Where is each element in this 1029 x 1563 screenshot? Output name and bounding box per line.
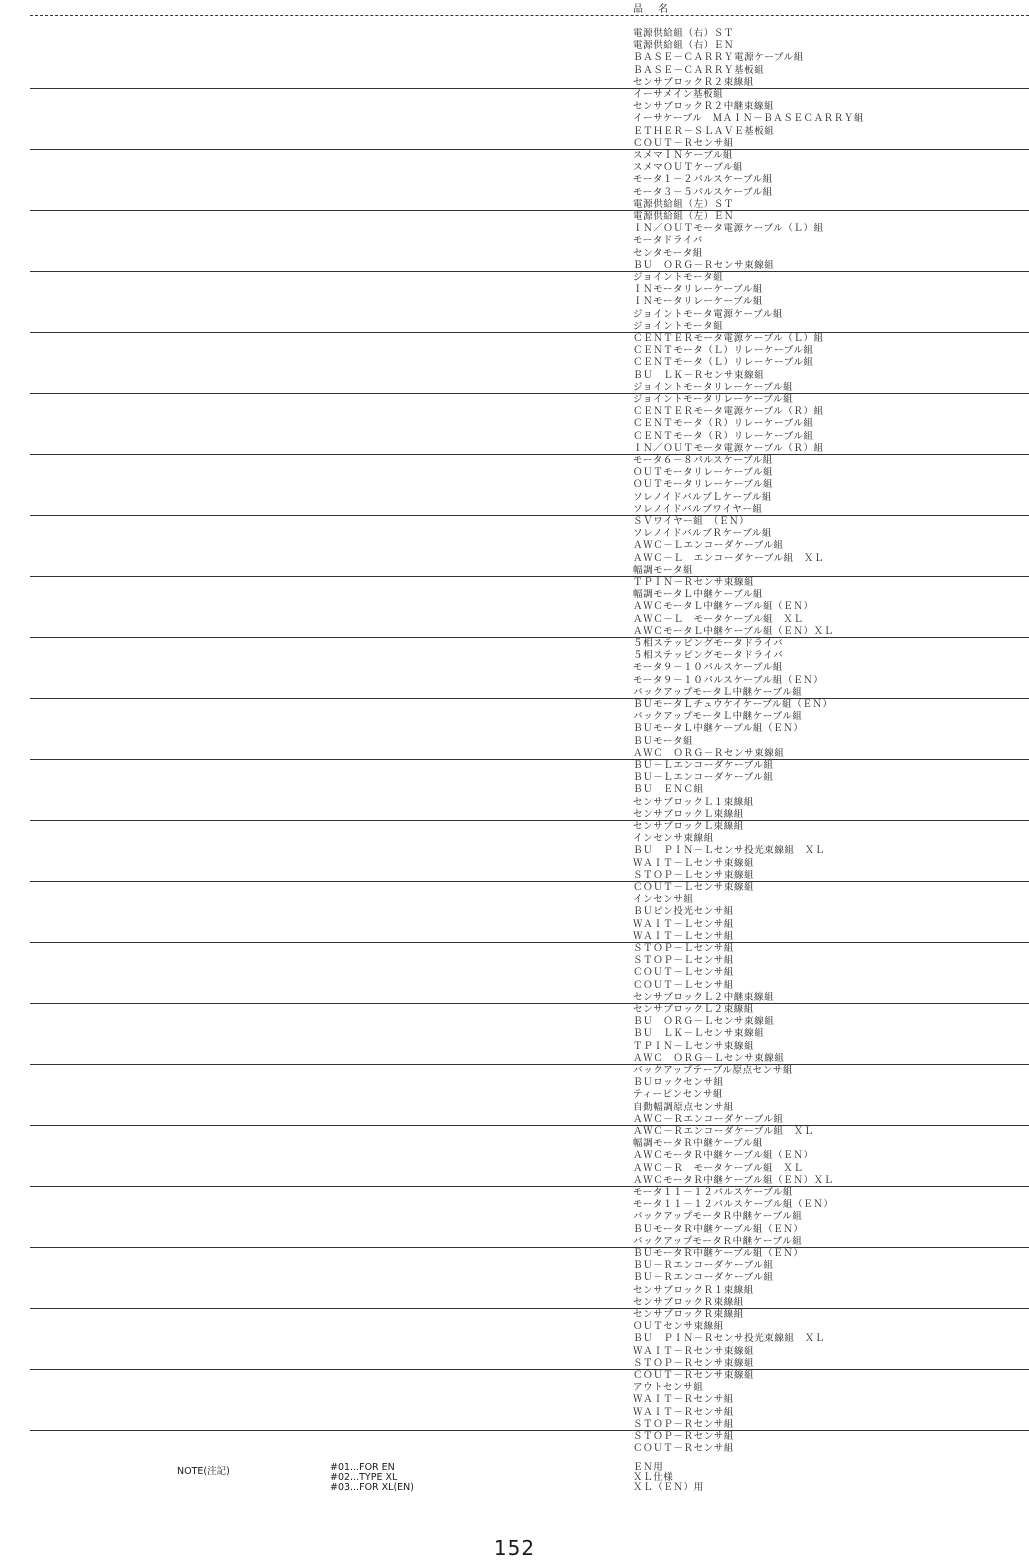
part-name-row: モータ９－１０パルスケーブル組（ＥＮ）	[633, 674, 824, 686]
part-name-row: ＡＷＣモータＬ中継ケーブル組（ＥＮ）ＸＬ	[633, 625, 834, 637]
part-name-row: イーサメイン基板組	[633, 89, 724, 100]
part-name-row: ＷＡＩＴ－Ｌセンサ組	[633, 918, 735, 930]
group-divider	[30, 454, 1029, 455]
part-name-row: 自動幅調原点センサ組	[633, 1101, 735, 1113]
group-divider	[30, 576, 1029, 577]
part-name-row: ＢＵモータＬチュウケイケーブル組（ＥＮ）	[633, 699, 833, 710]
part-name-row: ＢＵピン投光センサ組	[633, 906, 735, 918]
part-name-row: インセンサ組	[633, 894, 694, 906]
part-name-row: ソレノイドバルブＬケーブル組	[633, 491, 773, 503]
part-name-row: ＷＡＩＴ－Ｒセンサ組	[633, 1406, 735, 1418]
part-name-row: ＷＡＩＴ－Ｒセンサ組	[633, 1394, 735, 1406]
part-name-row: ＢＵ－Ｌエンコーダケーブル組	[633, 772, 774, 784]
part-name-row: ＢＵ ＥＮＣ組	[633, 784, 704, 796]
part-name-row: ＢＵモータＲ中継ケーブル組（ＥＮ）	[633, 1223, 804, 1235]
note-label: NOTE(注記)	[177, 1466, 230, 1477]
part-name-row: バックアップモータＬ中継ケーブル組	[633, 686, 803, 698]
note-description: ＸＬ（ＥＮ）用	[633, 1482, 704, 1493]
part-name-row: 幅調モータＬ中継ケーブル組	[633, 589, 764, 601]
part-name-row: ＣＥＮＴモータ（Ｒ）リレーケーブル組	[633, 418, 814, 430]
part-name-row: 電源供給組（左）ＳＴ	[633, 198, 735, 210]
part-name-row: ＡＷＣモータＲ中継ケーブル組（ＥＮ）ＸＬ	[633, 1174, 834, 1186]
note-code: #01...FOR EN	[330, 1462, 395, 1473]
part-name-row: ＩＮモータリレーケーブル組	[633, 284, 764, 296]
group-divider	[30, 1430, 1029, 1431]
part-name-row: ＩＮモータリレーケーブル組	[633, 296, 764, 308]
part-name-row: インセンサ束線組	[633, 833, 714, 845]
group-divider	[30, 942, 1029, 943]
part-name-row: アウトセンサ組	[633, 1382, 704, 1394]
part-name-row: ＡＷＣ－Ｌ エンコーダケーブル組 ＸＬ	[633, 552, 825, 564]
part-name-row: ＢＵ－Ｒエンコーダケーブル組	[633, 1260, 774, 1272]
group-divider	[30, 271, 1029, 272]
part-name-row: センサブロックＬ束線組	[633, 821, 744, 832]
part-name-row: ５相ステッピングモータドライバ	[633, 650, 784, 662]
part-name-row: ソレノイドバルブＲケーブル組	[633, 528, 773, 540]
group-divider	[30, 1247, 1029, 1248]
part-name-row: ジョイントモータ電源ケーブル組	[633, 308, 784, 320]
part-name-row: ＩＮ／ＯＵＴモータ電源ケーブル（Ｌ）組	[633, 223, 824, 235]
part-name-row: ジョイントモータ組	[633, 272, 724, 283]
part-name-row: ＥＴＨＥＲ－ＳＬＡＶＥ基板組	[633, 125, 775, 137]
part-name-row: モータ１１－１２パルスケーブル組（ＥＮ）	[633, 1199, 834, 1211]
group-divider	[30, 820, 1029, 821]
part-name-row: ＢＵロックセンサ組	[633, 1077, 724, 1089]
part-name-row: バックアップモータＲ中継ケーブル組	[633, 1235, 803, 1247]
part-name-row: ＳＴＯＰ－Ｒセンサ組	[633, 1418, 735, 1430]
group-divider	[30, 149, 1029, 150]
part-name-row: 幅調モータＲ中継ケーブル組	[633, 1138, 764, 1150]
part-name-row: ＡＷＣモータＲ中継ケーブル組（ＥＮ）	[633, 1150, 814, 1162]
part-name-row: センサブロックＬ束線組	[633, 808, 744, 820]
part-name-row: ＡＷＣ－Ｒ モータケーブル組 ＸＬ	[633, 1162, 804, 1174]
part-name-row: モータ１－２パルスケーブル組	[633, 174, 773, 186]
part-name-row: ＩＮ／ＯＵＴモータ電源ケーブル（Ｒ）組	[633, 442, 824, 454]
note-description: ＸＬ仕様	[633, 1472, 674, 1483]
part-name-row: ＳＴＯＰ－Ｒセンサ組	[633, 1431, 735, 1442]
part-name-row: ＣＥＮＴモータ（Ｒ）リレーケーブル組	[633, 430, 814, 442]
part-name-row: ＢＵ ＯＲＧ－Ｒセンサ束線組	[633, 259, 775, 271]
part-name-row: 電源供給組（右）ＳＴ	[633, 28, 735, 39]
group-divider	[30, 637, 1029, 638]
part-name-row: ＳＶワイヤー組 （ＥＮ）	[633, 516, 750, 527]
part-name-row: ＢＵ ＰＩＮ－Ｌセンサ投光束線組 ＸＬ	[633, 845, 825, 857]
part-name-row: ＢＵモータＲ中継ケーブル組（ＥＮ）	[633, 1248, 804, 1259]
group-divider	[30, 698, 1029, 699]
group-divider	[30, 881, 1029, 882]
part-name-row: センサブロックＬ１束線組	[633, 796, 755, 808]
group-divider	[30, 393, 1029, 394]
part-name-row: モータドライバ	[633, 235, 703, 247]
part-name-row: ＳＴＯＰ－Ｌセンサ組	[633, 943, 735, 954]
part-name-row: ティーピンセンサ組	[633, 1089, 724, 1101]
part-name-row: バックアップモータＲ中継ケーブル組	[633, 1211, 803, 1223]
part-name-row: ＡＷＣ－Ｒエンコーダケーブル組 ＸＬ	[633, 1126, 814, 1137]
part-name-row: モータ１１－１２パルスケーブル組	[633, 1187, 794, 1198]
header-divider	[30, 15, 1029, 16]
part-name-row: モータ６－８パルスケーブル組	[633, 455, 773, 466]
part-name-row: ＴＰＩＮ－Ｒセンサ束線組	[633, 577, 755, 588]
part-name-row: ＣＯＵＴ－Ｒセンサ組	[633, 137, 735, 149]
column-header-part-name: 品 名	[633, 4, 675, 15]
part-name-row: ＢＵモータＬ中継ケーブル組（ＥＮ）	[633, 723, 804, 735]
group-divider	[30, 88, 1029, 89]
group-divider	[30, 759, 1029, 760]
page-number: 152	[493, 1536, 536, 1560]
part-name-row: ＯＵＴモータリレーケーブル組	[633, 467, 774, 479]
part-name-row: ＣＯＵＴ－Ｌセンサ組	[633, 979, 735, 991]
part-name-row: 電源供給組（左）ＥＮ	[633, 211, 735, 222]
part-name-row: ＢＵ ＰＩＮ－Ｒセンサ投光束線組 ＸＬ	[633, 1333, 825, 1345]
part-name-row: ＯＵＴセンサ束線組	[633, 1321, 724, 1333]
note-code: #02...TYPE XL	[330, 1472, 398, 1483]
part-name-row: ＢＵ ＬＫ－Ｌセンサ束線組	[633, 1028, 765, 1040]
part-name-row: センサブロックＲ１束線組	[633, 1284, 755, 1296]
part-name-row: ＷＡＩＴ－Ｒセンサ束線組	[633, 1345, 755, 1357]
part-name-row: センタモータ組	[633, 247, 703, 259]
part-name-row: ＡＷＣ ＯＲＧ－Ｒセンサ束線組	[633, 747, 785, 759]
part-name-row: ジョイントモータ組	[633, 320, 724, 332]
note-description: ＥＮ用	[633, 1462, 664, 1473]
part-name-row: モータ９－１０パルスケーブル組	[633, 662, 783, 674]
part-name-row: ソレノイドバルブワイヤー組	[633, 503, 763, 515]
part-name-row: ＴＰＩＮ－Ｌセンサ束線組	[633, 1040, 755, 1052]
part-name-row: ＣＯＵＴ－Ｒセンサ束線組	[633, 1370, 755, 1381]
part-name-row: ＷＡＩＴ－Ｌセンサ束線組	[633, 857, 755, 869]
part-name-row: ＢＡＳＥ－ＣＡＲＲＹ電源ケーブル組	[633, 52, 804, 64]
part-name-row: センサブロックＬ２中継束線組	[633, 991, 775, 1003]
part-name-row: ＡＷＣ－Ｒエンコーダケーブル組	[633, 1113, 784, 1125]
part-name-row: ＢＵ ＯＲＧ－Ｌセンサ束線組	[633, 1016, 775, 1028]
part-name-row: イーサケーブル ＭＡＩＮ－ＢＡＳＥＣＡＲＲＹ組	[633, 113, 865, 125]
part-name-row: バックアップテーブル原点センサ組	[633, 1065, 794, 1076]
part-name-row: ＢＵ ＬＫ－Ｒセンサ束線組	[633, 369, 765, 381]
part-name-row: モータ３－５パルスケーブル組	[633, 186, 773, 198]
part-name-row: ＡＷＣモータＬ中継ケーブル組（ＥＮ）	[633, 601, 814, 613]
group-divider	[30, 1064, 1029, 1065]
part-name-row: ジョイントモータリレーケーブル組	[633, 394, 794, 405]
part-name-row: ＢＵ－Ｒエンコーダケーブル組	[633, 1272, 774, 1284]
group-divider	[30, 1186, 1029, 1187]
part-name-row: ＣＥＮＴモータ（Ｌ）リレーケーブル組	[633, 357, 814, 369]
part-name-row: ＷＡＩＴ－Ｌセンサ組	[633, 930, 735, 942]
part-name-row: ＣＯＵＴ－Ｒセンサ組	[633, 1443, 735, 1455]
part-name-row: ＳＴＯＰ－Ｒセンサ束線組	[633, 1357, 755, 1369]
part-name-row: センサブロックＲ２中継束線組	[633, 101, 775, 113]
part-name-row: ＣＯＵＴ－Ｌセンサ束線組	[633, 882, 755, 893]
part-name-row: ５相ステッピングモータドライバ	[633, 638, 784, 649]
group-divider	[30, 332, 1029, 333]
part-name-row: センサブロックＲ束線組	[633, 1309, 744, 1320]
part-name-row: ＣＥＮＴＥＲモータ電源ケーブル（Ｒ）組	[633, 406, 824, 418]
part-name-row: ＣＥＮＴＥＲモータ電源ケーブル（Ｌ）組	[633, 333, 824, 344]
part-name-row: 幅調モータ組	[633, 564, 694, 576]
part-name-row: バックアップモータＬ中継ケーブル組	[633, 711, 803, 723]
group-divider	[30, 1003, 1029, 1004]
part-name-row: センサブロックＬ２束線組	[633, 1004, 755, 1015]
part-name-row: ＳＴＯＰ－Ｌセンサ束線組	[633, 869, 755, 881]
group-divider	[30, 210, 1029, 211]
part-name-row: ＢＵモータ組	[633, 735, 694, 747]
part-name-row: ＢＵ－Ｌエンコーダケーブル組	[633, 760, 774, 771]
part-name-row: スメマＯＵＴケーブル組	[633, 162, 744, 174]
group-divider	[30, 1369, 1029, 1370]
part-name-row: スメマＩＮケーブル組	[633, 150, 734, 161]
part-name-row: ジョイントモータリレーケーブル組	[633, 381, 794, 393]
part-name-row: センサブロックＲ２束線組	[633, 76, 755, 88]
group-divider	[30, 1308, 1029, 1309]
part-name-row: ＳＴＯＰ－Ｌセンサ組	[633, 955, 735, 967]
note-code: #03...FOR XL(EN)	[330, 1482, 414, 1493]
group-divider	[30, 1125, 1029, 1126]
part-name-row: ＡＷＣ－Ｌ モータケーブル組 ＸＬ	[633, 613, 804, 625]
part-name-row: ＡＷＣ ＯＲＧ－Ｌセンサ束線組	[633, 1052, 785, 1064]
part-name-row: ＡＷＣ－Ｌエンコーダケーブル組	[633, 540, 784, 552]
part-name-row: ＣＥＮＴモータ（Ｌ）リレーケーブル組	[633, 345, 814, 357]
part-name-row: ＣＯＵＴ－Ｌセンサ組	[633, 967, 735, 979]
part-name-row: 電源供給組（右）ＥＮ	[633, 40, 735, 52]
part-name-row: ＢＡＳＥ－ＣＡＲＲＹ基板組	[633, 64, 765, 76]
part-name-row: ＯＵＴモータリレーケーブル組	[633, 479, 774, 491]
part-name-row: センサブロックＲ束線組	[633, 1296, 744, 1308]
group-divider	[30, 515, 1029, 516]
